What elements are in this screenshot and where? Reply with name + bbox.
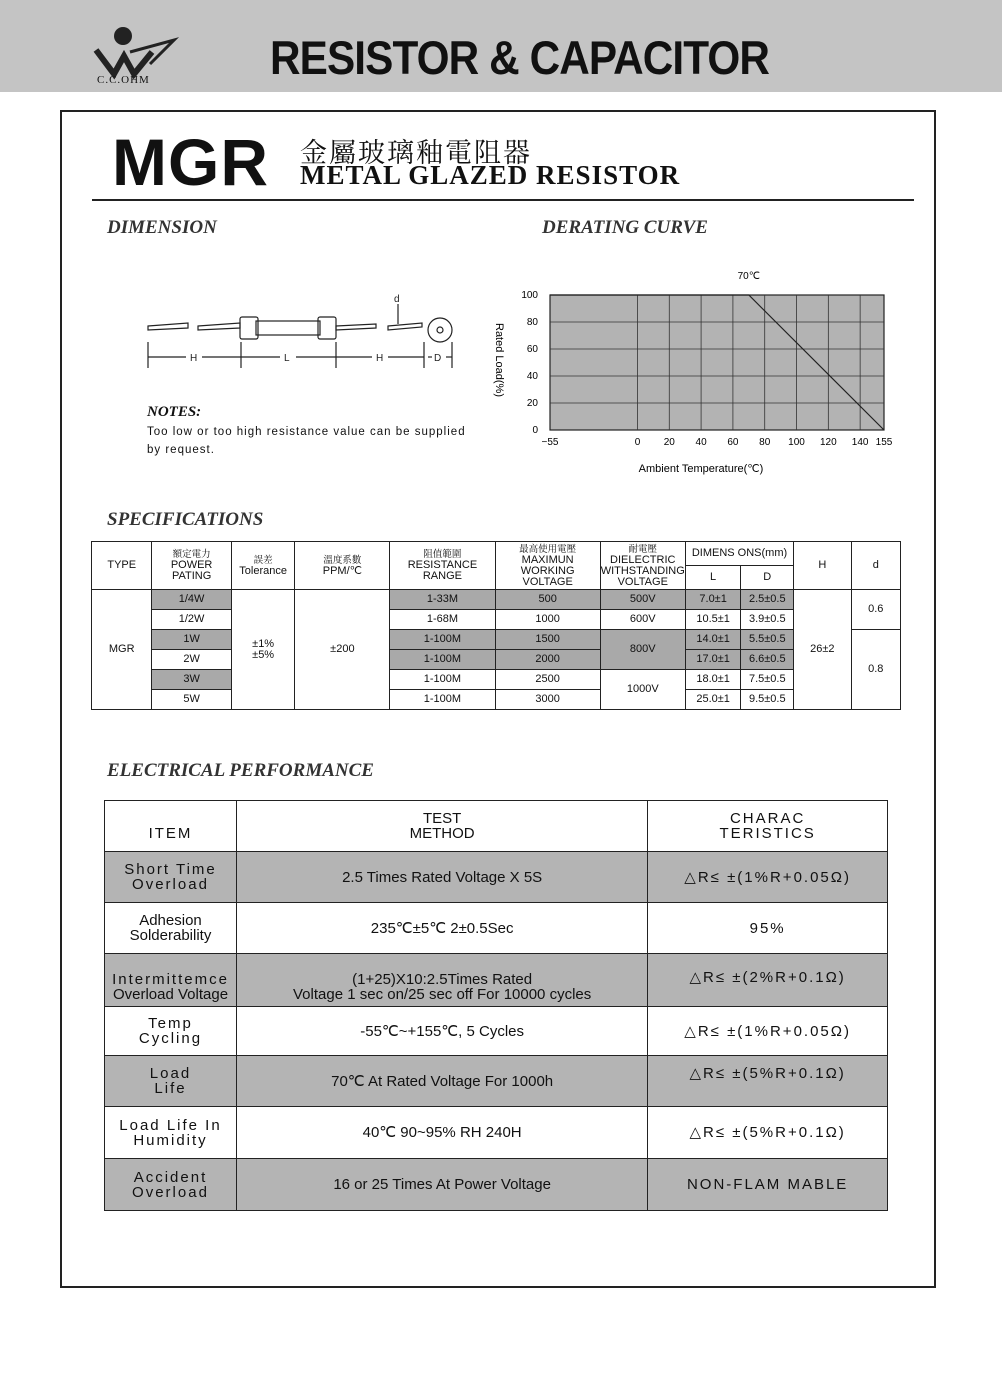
l-cell: 7.0±1 (685, 590, 741, 610)
characteristic-cell: △R≤ ±(1%R+0.05Ω) (648, 1007, 888, 1056)
resistor-dimension-drawing (140, 290, 470, 370)
header-max-voltage: 最高使用電壓 MAXIMUN WORKING VOLTAGE (495, 542, 600, 590)
method-cell: 235℃±5℃ 2±0.5Sec (236, 903, 647, 954)
header-item: ITEM (105, 801, 237, 852)
max-voltage-cell: 1000 (495, 610, 600, 630)
power-cell: 5W (152, 690, 231, 710)
brand-name: C.C.OHM (97, 74, 150, 86)
item-cell: Temp Cycling (105, 1007, 237, 1056)
header-resistance: 阻值範圍 RESISTANCE RANGE (390, 542, 495, 590)
dim-label-h-left: H (190, 353, 198, 364)
power-cell: 1W (152, 630, 231, 650)
characteristic-cell: NON-FLAM MABLE (648, 1159, 888, 1211)
page-header (0, 0, 1002, 92)
characteristic-cell: 95% (648, 903, 888, 954)
method-cell: 16 or 25 Times At Power Voltage (236, 1159, 647, 1211)
dielectric-cell: 1000V (600, 670, 685, 710)
resistance-cell: 1-100M (390, 670, 495, 690)
resistance-cell: 1-100M (390, 630, 495, 650)
table-row (105, 954, 888, 1007)
header-ppm: 溫度系數 PPM/℃ (295, 542, 390, 590)
table-row (92, 630, 901, 650)
item-cell: Intermittemce Overload Voltage (105, 954, 237, 1007)
chart-y-tick: 40 (526, 371, 538, 382)
l-cell: 17.0±1 (685, 650, 741, 670)
chart-x-tick: −55 (541, 437, 559, 448)
notes-title: NOTES: (147, 404, 202, 420)
method-cell: 70℃ At Rated Voltage For 1000h (236, 1056, 647, 1107)
item-cell: Short Time Overload (105, 852, 237, 903)
header-d-lead: d (851, 542, 900, 590)
header-dimensions: DIMENS ONS(mm) (685, 542, 793, 566)
title-divider (92, 199, 914, 201)
item-cell: Load Life In Humidity (105, 1107, 237, 1159)
chart-y-tick: 0 (532, 425, 538, 436)
method-cell: (1+25)X10:2.5Times Rated Voltage 1 sec on/25 sec off For 10000 cycles (236, 954, 647, 1007)
characteristic-cell: △R≤ ±(1%R+0.05Ω) (648, 852, 888, 903)
d-cell: 2.5±0.5 (741, 590, 794, 610)
item-cell: Accident Overload (105, 1159, 237, 1211)
table-row (92, 670, 901, 690)
tolerance-cell: ±1% ±5% (231, 590, 295, 710)
page-title: RESISTOR & CAPACITOR (270, 31, 770, 84)
product-name-en: METAL GLAZED RESISTOR (300, 160, 681, 190)
d-cell: 5.5±0.5 (741, 630, 794, 650)
power-cell: 1/4W (152, 590, 231, 610)
chart-x-tick: 20 (663, 437, 675, 448)
chart-y-tick: 60 (526, 344, 538, 355)
chart-x-tick: 0 (634, 437, 641, 448)
chart-y-label: Rated Load(%) (493, 323, 505, 397)
power-cell: 1/2W (152, 610, 231, 630)
chart-x-tick: 155 (875, 437, 893, 448)
section-derating: DERATING CURVE (542, 217, 708, 238)
dielectric-cell: 800V (600, 630, 685, 670)
chart-y-tick: 20 (526, 398, 538, 409)
table-row (92, 590, 901, 610)
header-power: 額定電力 POWER PATING (152, 542, 231, 590)
header-type: TYPE (92, 542, 152, 590)
d-cell: 3.9±0.5 (741, 610, 794, 630)
table-row (92, 610, 901, 630)
dim-label-d-small: d (394, 294, 400, 305)
l-cell: 10.5±1 (685, 610, 741, 630)
chart-x-tick: 100 (788, 437, 805, 448)
chart-x-tick: 80 (759, 437, 771, 448)
max-voltage-cell: 2500 (495, 670, 600, 690)
section-electrical: ELECTRICAL PERFORMANCE (107, 760, 374, 781)
table-row (105, 852, 888, 903)
header-characteristics: CHARAC TERISTICS (648, 801, 888, 852)
max-voltage-cell: 500 (495, 590, 600, 610)
method-cell: 2.5 Times Rated Voltage X 5S (236, 852, 647, 903)
section-specifications: SPECIFICATIONS (107, 509, 264, 530)
section-dimension: DIMENSION (107, 217, 217, 238)
dim-label-d-big: D (434, 353, 442, 364)
chart-annotation: 70℃ (737, 271, 760, 282)
derating-chart (488, 265, 908, 480)
power-cell: 3W (152, 670, 231, 690)
max-voltage-cell: 2000 (495, 650, 600, 670)
chart-x-label: Ambient Temperature(℃) (638, 463, 764, 475)
h-cell: 26±2 (794, 590, 851, 710)
chart-x-tick: 120 (819, 437, 837, 448)
l-cell: 25.0±1 (685, 690, 741, 710)
max-voltage-cell: 1500 (495, 630, 600, 650)
table-row (105, 1159, 888, 1211)
resistance-cell: 1-100M (390, 650, 495, 670)
characteristic-cell: △R≤ ±(5%R+0.1Ω) (648, 1107, 888, 1159)
lead-d-cell: 0.6 (851, 590, 900, 630)
method-cell: 40℃ 90~95% RH 240H (236, 1107, 647, 1159)
chart-x-tick: 40 (695, 437, 707, 448)
method-cell: -55℃~+155℃, 5 Cycles (236, 1007, 647, 1056)
d-cell: 7.5±0.5 (741, 670, 794, 690)
table-row (105, 1056, 888, 1107)
d-cell: 9.5±0.5 (741, 690, 794, 710)
chart-x-tick: 140 (851, 437, 869, 448)
type-cell: MGR (92, 590, 152, 710)
table-row (92, 690, 901, 710)
header-h: H (794, 542, 851, 590)
dielectric-cell: 600V (600, 610, 685, 630)
l-cell: 14.0±1 (685, 630, 741, 650)
dielectric-cell: 500V (600, 590, 685, 610)
header-tolerance: 誤差 Tolerance (231, 542, 295, 590)
product-code: MGR (112, 125, 269, 199)
table-row (92, 650, 901, 670)
chart-y-tick: 80 (526, 317, 538, 328)
product-name-cn: 金屬玻璃釉電阻器 (300, 138, 532, 169)
header-dielectric: 耐電壓 DIELECTRIC WITHSTANDING VOLTAGE (600, 543, 685, 588)
characteristic-cell: △R≤ ±(2%R+0.1Ω) (648, 954, 888, 1007)
resistance-cell: 1-100M (390, 690, 495, 710)
chart-y-tick: 100 (521, 290, 538, 301)
header-l: L (685, 566, 741, 590)
spec-table (91, 541, 901, 710)
ppm-cell: ±200 (295, 590, 390, 710)
item-cell: Load Life (105, 1056, 237, 1107)
characteristic-cell: △R≤ ±(5%R+0.1Ω) (648, 1056, 888, 1107)
max-voltage-cell: 3000 (495, 690, 600, 710)
power-cell: 2W (152, 650, 231, 670)
table-row (105, 1107, 888, 1159)
header-test-method: TEST METHOD (236, 801, 647, 852)
chart-x-tick: 60 (727, 437, 739, 448)
chart-plot-area (550, 295, 884, 430)
notes-text: Too low or too high resistance value can be supplied by request. (147, 426, 466, 456)
lead-d-cell: 0.8 (851, 630, 900, 710)
table-row (105, 903, 888, 954)
d-cell: 6.6±0.5 (741, 650, 794, 670)
item-cell: Adhesion Solderability (105, 903, 237, 954)
dim-label-l: L (284, 353, 290, 364)
dim-label-h-right: H (376, 353, 384, 364)
resistance-cell: 1-68M (390, 610, 495, 630)
electrical-table (104, 800, 888, 1211)
resistance-cell: 1-33M (390, 590, 495, 610)
header-d: D (741, 566, 794, 590)
l-cell: 18.0±1 (685, 670, 741, 690)
table-row (105, 1007, 888, 1056)
